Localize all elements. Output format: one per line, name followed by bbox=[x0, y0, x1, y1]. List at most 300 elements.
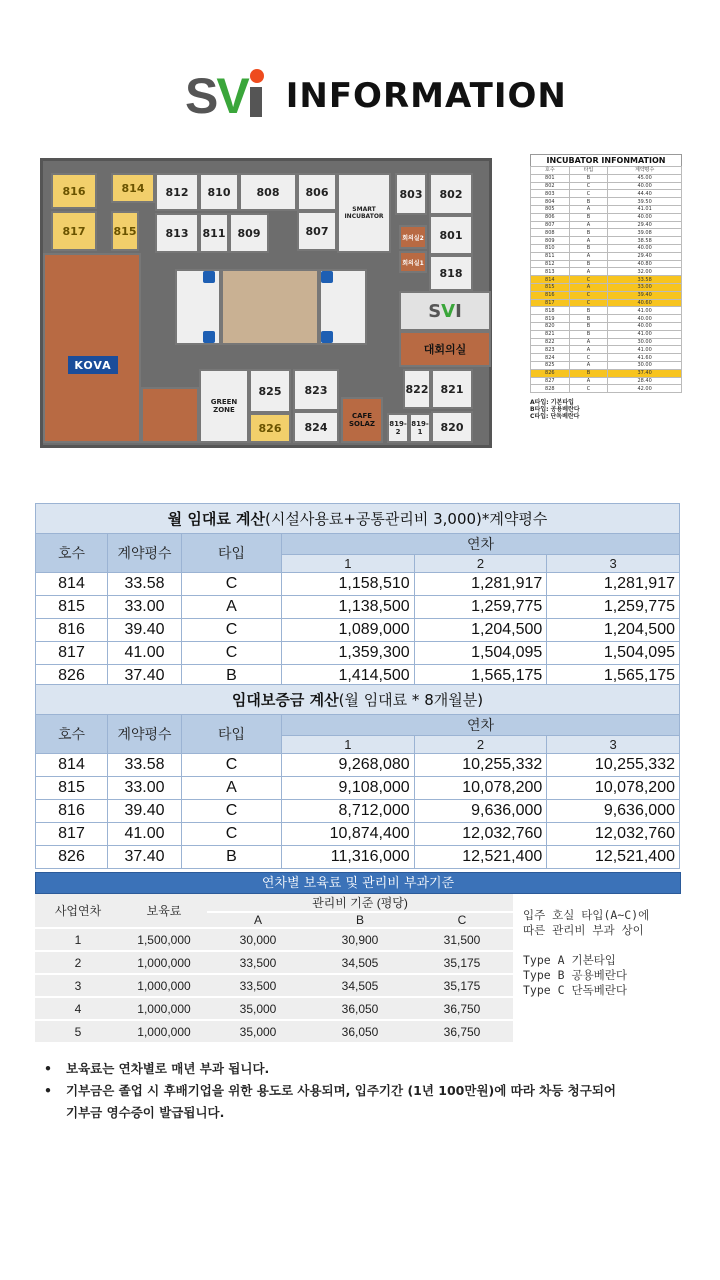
deposit-cell: 39.40 bbox=[108, 800, 182, 823]
fee-cell: 35,175 bbox=[411, 974, 513, 997]
fee-cell: 36,050 bbox=[309, 1020, 411, 1043]
deposit-cell: C bbox=[182, 823, 282, 846]
incubator-col-type: 타입 bbox=[569, 167, 608, 175]
incubator-cell: 45.00 bbox=[608, 174, 682, 182]
incubator-cell: B bbox=[569, 260, 608, 268]
fee-cell: 36,750 bbox=[411, 1020, 513, 1043]
deposit-cell: 10,078,200 bbox=[414, 777, 547, 800]
notice-list bbox=[36, 1058, 696, 1124]
deposit-cell: C bbox=[182, 754, 282, 777]
fee-cell: 3 bbox=[35, 974, 121, 997]
room-819-1: 819-1 bbox=[409, 413, 431, 443]
rent-cell: 826 bbox=[36, 665, 108, 688]
incubator-cell: 814 bbox=[531, 276, 570, 284]
fee-table bbox=[35, 894, 513, 1044]
incubator-cell: 827 bbox=[531, 377, 570, 385]
deposit-cell: B bbox=[182, 846, 282, 869]
deposit-col-room: 호수 bbox=[36, 715, 108, 754]
incubator-cell: 40.00 bbox=[608, 244, 682, 252]
rent-cell: 1,158,510 bbox=[282, 573, 415, 596]
fee-cell: 1,000,000 bbox=[121, 1020, 207, 1043]
fee-cell: 30,900 bbox=[309, 928, 411, 951]
restroom-icon bbox=[203, 331, 215, 343]
room-811: 811 bbox=[199, 213, 229, 253]
fee-table-section bbox=[35, 872, 681, 1039]
room-small-meeting-2: 회의실2 bbox=[399, 225, 427, 249]
rent-cell: 1,089,000 bbox=[282, 619, 415, 642]
rent-row bbox=[36, 642, 680, 665]
deposit-year-3: 3 bbox=[547, 736, 680, 754]
notice-item: 기부금 영수증이 발급됩니다. bbox=[66, 1105, 225, 1120]
deposit-cell: 816 bbox=[36, 800, 108, 823]
fee-cell: 36,750 bbox=[411, 997, 513, 1020]
rent-year-3: 3 bbox=[547, 555, 680, 573]
fee-cell: 34,505 bbox=[309, 974, 411, 997]
incubator-row bbox=[531, 346, 682, 354]
fee-cell: 5 bbox=[35, 1020, 121, 1043]
fee-table-title: 연차별 보육료 및 관리비 부과기준 bbox=[35, 872, 681, 894]
rent-cell: A bbox=[182, 596, 282, 619]
room-small-meeting-1: 회의실1 bbox=[399, 251, 427, 273]
room-806: 806 bbox=[297, 173, 337, 211]
fee-type-notes bbox=[523, 908, 649, 998]
room-815: 815 bbox=[111, 211, 139, 251]
incubator-cell: 811 bbox=[531, 252, 570, 260]
deposit-table bbox=[35, 684, 680, 869]
fee-note-line: 따른 관리비 부과 상이 bbox=[523, 923, 644, 937]
fee-row bbox=[35, 974, 513, 997]
incubator-cell: 805 bbox=[531, 205, 570, 213]
incubator-cell: 40.60 bbox=[608, 299, 682, 307]
incubator-row bbox=[531, 205, 682, 213]
incubator-row bbox=[531, 174, 682, 182]
incubator-cell: 37.40 bbox=[608, 369, 682, 377]
rent-cell: C bbox=[182, 619, 282, 642]
incubator-cell: B bbox=[569, 330, 608, 338]
rent-cell: 1,504,095 bbox=[414, 642, 547, 665]
kova-logo: KOVA bbox=[68, 356, 118, 374]
deposit-cell: 10,255,332 bbox=[414, 754, 547, 777]
fee-row bbox=[35, 951, 513, 974]
deposit-cell: 10,874,400 bbox=[282, 823, 415, 846]
incubator-cell: 32.00 bbox=[608, 268, 682, 276]
room-824: 824 bbox=[293, 411, 339, 443]
incubator-cell: 807 bbox=[531, 221, 570, 229]
incubator-cell: 39.50 bbox=[608, 198, 682, 206]
rent-cell: C bbox=[182, 642, 282, 665]
incubator-cell: 29.40 bbox=[608, 252, 682, 260]
incubator-cell: 38.58 bbox=[608, 237, 682, 245]
deposit-cell: 12,032,760 bbox=[547, 823, 680, 846]
incubator-cell: 33.00 bbox=[608, 283, 682, 291]
fee-row bbox=[35, 997, 513, 1020]
incubator-cell: 803 bbox=[531, 190, 570, 198]
fee-cell: 35,175 bbox=[411, 951, 513, 974]
deposit-col-type: 타입 bbox=[182, 715, 282, 754]
cafe-solaz: CAFE SOLAZ bbox=[341, 397, 383, 443]
rent-col-year: 연차 bbox=[282, 534, 680, 555]
incubator-cell: 820 bbox=[531, 322, 570, 330]
rent-cell: 1,565,175 bbox=[414, 665, 547, 688]
deposit-cell: 12,032,760 bbox=[414, 823, 547, 846]
deposit-cell: 12,521,400 bbox=[547, 846, 680, 869]
rent-cell: 1,565,175 bbox=[547, 665, 680, 688]
deposit-cell: 815 bbox=[36, 777, 108, 800]
incubator-col-area: 계약평수 bbox=[608, 167, 682, 175]
deposit-cell: 10,078,200 bbox=[547, 777, 680, 800]
incubator-row bbox=[531, 182, 682, 190]
incubator-row bbox=[531, 213, 682, 221]
room-807: 807 bbox=[297, 211, 337, 251]
incubator-title: INCUBATOR INFONMATION bbox=[530, 154, 682, 166]
room-822: 822 bbox=[403, 369, 431, 409]
incubator-row bbox=[531, 315, 682, 323]
fee-cell: 35,000 bbox=[207, 1020, 309, 1043]
incubator-row bbox=[531, 322, 682, 330]
rent-cell: 816 bbox=[36, 619, 108, 642]
room-green-zone: GREEN ZONE bbox=[199, 369, 249, 443]
incubator-cell: B bbox=[569, 244, 608, 252]
incubator-cell: 809 bbox=[531, 237, 570, 245]
room-814: 814 bbox=[111, 173, 155, 203]
deposit-cell: 12,521,400 bbox=[414, 846, 547, 869]
deposit-cell: 33.58 bbox=[108, 754, 182, 777]
incubator-cell: 824 bbox=[531, 354, 570, 362]
fee-cell: 1,500,000 bbox=[121, 928, 207, 951]
room-808: 808 bbox=[239, 173, 297, 211]
room-803: 803 bbox=[395, 173, 427, 215]
deposit-cell: 9,108,000 bbox=[282, 777, 415, 800]
deposit-cell: 33.00 bbox=[108, 777, 182, 800]
incubator-cell: B bbox=[569, 369, 608, 377]
incubator-cell: B bbox=[569, 322, 608, 330]
note-type-a: A타입: 기본타입 bbox=[530, 399, 574, 407]
incubator-row bbox=[531, 377, 682, 385]
room-826: 826 bbox=[249, 413, 291, 443]
incubator-cell: 802 bbox=[531, 182, 570, 190]
incubator-row bbox=[531, 252, 682, 260]
deposit-title: 임대보증금 계산(월 임대료 * 8개월분) bbox=[36, 685, 680, 715]
rent-cell: B bbox=[182, 665, 282, 688]
restroom-icon bbox=[321, 331, 333, 343]
rent-cell: 33.00 bbox=[108, 596, 182, 619]
svi-logo: S V bbox=[185, 67, 262, 125]
incubator-row bbox=[531, 307, 682, 315]
fee-cell: 1,000,000 bbox=[121, 951, 207, 974]
incubator-cell: A bbox=[569, 346, 608, 354]
incubator-cell: C bbox=[569, 354, 608, 362]
incubator-row bbox=[531, 276, 682, 284]
deposit-year-1: 1 bbox=[282, 736, 415, 754]
rent-cell: 817 bbox=[36, 642, 108, 665]
rent-col-type: 타입 bbox=[182, 534, 282, 573]
incubator-cell: A bbox=[569, 283, 608, 291]
incubator-row bbox=[531, 283, 682, 291]
rent-row bbox=[36, 619, 680, 642]
rent-col-area: 계약평수 bbox=[108, 534, 182, 573]
room-smart: SMART INCUBATOR bbox=[337, 173, 391, 253]
incubator-row bbox=[531, 244, 682, 252]
deposit-cell: 10,255,332 bbox=[547, 754, 680, 777]
fee-note-line: Type C 단독베란다 bbox=[523, 983, 628, 997]
rent-cell: 1,138,500 bbox=[282, 596, 415, 619]
rent-cell: 1,204,500 bbox=[414, 619, 547, 642]
room-823: 823 bbox=[293, 369, 339, 411]
incubator-col-room: 호수 bbox=[531, 167, 570, 175]
incubator-cell: 826 bbox=[531, 369, 570, 377]
incubator-row bbox=[531, 268, 682, 276]
incubator-cell: 28.40 bbox=[608, 377, 682, 385]
room-810: 810 bbox=[199, 173, 239, 211]
fee-cell: 2 bbox=[35, 951, 121, 974]
deposit-row bbox=[36, 800, 680, 823]
rent-cell: 1,414,500 bbox=[282, 665, 415, 688]
deposit-cell: 9,268,080 bbox=[282, 754, 415, 777]
incubator-cell: 815 bbox=[531, 283, 570, 291]
incubator-cell: C bbox=[569, 385, 608, 393]
kova-area bbox=[43, 253, 141, 443]
svi-lounge bbox=[399, 291, 491, 331]
fee-cell: 34,505 bbox=[309, 951, 411, 974]
fee-cell: 30,000 bbox=[207, 928, 309, 951]
incubator-cell: A bbox=[569, 221, 608, 229]
deposit-cell: 11,316,000 bbox=[282, 846, 415, 869]
deposit-cell: 9,636,000 bbox=[547, 800, 680, 823]
page-header bbox=[185, 66, 567, 126]
incubator-cell: C bbox=[569, 190, 608, 198]
floor-plan bbox=[40, 158, 492, 448]
restroom-icon bbox=[203, 271, 215, 283]
incubator-row bbox=[531, 190, 682, 198]
fee-cell: 33,500 bbox=[207, 951, 309, 974]
rent-title: 월 임대료 계산(시설사용료+공통관리비 3,000)*계약평수 bbox=[36, 504, 680, 534]
rent-cell: 1,204,500 bbox=[547, 619, 680, 642]
incubator-cell: 40.00 bbox=[608, 182, 682, 190]
room-819-2: 819-2 bbox=[387, 413, 409, 443]
deposit-row bbox=[36, 754, 680, 777]
incubator-cell: B bbox=[569, 229, 608, 237]
fee-type-b: B bbox=[309, 912, 411, 928]
room-809: 809 bbox=[229, 213, 269, 253]
incubator-row bbox=[531, 385, 682, 393]
rent-cell: 37.40 bbox=[108, 665, 182, 688]
incubator-row bbox=[531, 198, 682, 206]
incubator-cell: A bbox=[569, 237, 608, 245]
rent-cell: 815 bbox=[36, 596, 108, 619]
svi-logo-small: SVI bbox=[428, 300, 462, 322]
incubator-cell: 41.00 bbox=[608, 307, 682, 315]
fee-cell: 4 bbox=[35, 997, 121, 1020]
deposit-cell: 826 bbox=[36, 846, 108, 869]
rent-year-2: 2 bbox=[414, 555, 547, 573]
incubator-cell: 823 bbox=[531, 346, 570, 354]
page-title: INFORMATION bbox=[285, 76, 567, 116]
restroom-icon bbox=[321, 271, 333, 283]
deposit-cell: A bbox=[182, 777, 282, 800]
incubator-info-table bbox=[530, 154, 682, 420]
rent-row bbox=[36, 573, 680, 596]
incubator-cell: C bbox=[569, 276, 608, 284]
incubator-cell: 42.00 bbox=[608, 385, 682, 393]
incubator-cell: 41.00 bbox=[608, 346, 682, 354]
deposit-year-2: 2 bbox=[414, 736, 547, 754]
rent-cell: 1,504,095 bbox=[547, 642, 680, 665]
fee-col-year: 사업연차 bbox=[35, 894, 121, 928]
fee-cell: 31,500 bbox=[411, 928, 513, 951]
fee-cell: 1 bbox=[35, 928, 121, 951]
incubator-cell: 29.40 bbox=[608, 221, 682, 229]
incubator-cell: 44.40 bbox=[608, 190, 682, 198]
incubator-cell: 810 bbox=[531, 244, 570, 252]
fee-col-fee: 보육료 bbox=[121, 894, 207, 928]
incubator-cell: 41.60 bbox=[608, 354, 682, 362]
rent-cell: 39.40 bbox=[108, 619, 182, 642]
room-825: 825 bbox=[249, 369, 291, 413]
room-818: 818 bbox=[429, 255, 473, 291]
note-type-b: B타입: 공용베란다 bbox=[530, 406, 580, 414]
incubator-cell: A bbox=[569, 205, 608, 213]
incubator-cell: A bbox=[569, 377, 608, 385]
deposit-row bbox=[36, 777, 680, 800]
incubator-type-notes bbox=[530, 399, 682, 420]
fee-cell: 35,000 bbox=[207, 997, 309, 1020]
room-821: 821 bbox=[431, 369, 473, 409]
fee-row bbox=[35, 928, 513, 951]
incubator-cell: 40.80 bbox=[608, 260, 682, 268]
incubator-cell: 30.00 bbox=[608, 338, 682, 346]
rent-cell: 33.58 bbox=[108, 573, 182, 596]
rent-cell: 814 bbox=[36, 573, 108, 596]
fee-col-mgmt: 관리비 기준 (평당) bbox=[207, 894, 513, 912]
deposit-cell: 9,636,000 bbox=[414, 800, 547, 823]
notice-item: • 보육료는 연차별로 매년 부과 됩니다. bbox=[36, 1058, 696, 1080]
incubator-row bbox=[531, 330, 682, 338]
deposit-col-area: 계약평수 bbox=[108, 715, 182, 754]
fee-cell: 33,500 bbox=[207, 974, 309, 997]
incubator-row bbox=[531, 291, 682, 299]
deposit-cell: 41.00 bbox=[108, 823, 182, 846]
incubator-cell: B bbox=[569, 307, 608, 315]
incubator-cell: 813 bbox=[531, 268, 570, 276]
incubator-cell: 819 bbox=[531, 315, 570, 323]
incubator-cell: 41.01 bbox=[608, 205, 682, 213]
incubator-cell: 30.00 bbox=[608, 361, 682, 369]
rent-cell: 1,259,775 bbox=[547, 596, 680, 619]
incubator-cell: 33.58 bbox=[608, 276, 682, 284]
rent-cell: 1,359,300 bbox=[282, 642, 415, 665]
incubator-cell: 41.00 bbox=[608, 330, 682, 338]
incubator-row bbox=[531, 229, 682, 237]
kova-area-lower bbox=[141, 387, 199, 443]
note-type-c: C타입: 단독베란다 bbox=[530, 413, 580, 421]
incubator-cell: A bbox=[569, 268, 608, 276]
incubator-cell: 821 bbox=[531, 330, 570, 338]
rent-cell: 1,281,917 bbox=[547, 573, 680, 596]
incubator-cell: 40.00 bbox=[608, 213, 682, 221]
deposit-cell: 814 bbox=[36, 754, 108, 777]
room-813: 813 bbox=[155, 213, 199, 253]
incubator-cell: 828 bbox=[531, 385, 570, 393]
incubator-cell: B bbox=[569, 198, 608, 206]
fee-note-line: Type B 공용베란다 bbox=[523, 968, 628, 982]
deposit-row bbox=[36, 823, 680, 846]
incubator-cell: 801 bbox=[531, 174, 570, 182]
room-801: 801 bbox=[429, 215, 473, 255]
room-817: 817 bbox=[51, 211, 97, 251]
deposit-cell: 8,712,000 bbox=[282, 800, 415, 823]
rent-cell: 1,281,917 bbox=[414, 573, 547, 596]
fee-cell: 36,050 bbox=[309, 997, 411, 1020]
incubator-row bbox=[531, 361, 682, 369]
deposit-col-year: 연차 bbox=[282, 715, 680, 736]
fee-cell: 1,000,000 bbox=[121, 997, 207, 1020]
incubator-cell: A bbox=[569, 252, 608, 260]
core-center bbox=[221, 269, 319, 345]
incubator-cell: B bbox=[569, 174, 608, 182]
incubator-row bbox=[531, 237, 682, 245]
incubator-cell: 825 bbox=[531, 361, 570, 369]
incubator-row bbox=[531, 354, 682, 362]
incubator-cell: B bbox=[569, 315, 608, 323]
deposit-cell: 817 bbox=[36, 823, 108, 846]
incubator-cell: A bbox=[569, 361, 608, 369]
rent-cell: 1,259,775 bbox=[414, 596, 547, 619]
fee-note-line: Type A 기본타입 bbox=[523, 953, 616, 967]
rent-cell: C bbox=[182, 573, 282, 596]
incubator-cell: C bbox=[569, 291, 608, 299]
incubator-cell: 804 bbox=[531, 198, 570, 206]
notice-item: • 기부금은 졸업 시 후배기업을 위한 용도로 사용되며, 입주기간 (1년 100만원)에 따라 차등 청구되어 bbox=[36, 1080, 696, 1102]
fee-note-line: 입주 호실 타입(A~C)에 bbox=[523, 908, 650, 922]
rent-col-room: 호수 bbox=[36, 534, 108, 573]
incubator-cell: 39.40 bbox=[608, 291, 682, 299]
incubator-row bbox=[531, 369, 682, 377]
fee-type-a: A bbox=[207, 912, 309, 928]
incubator-cell: 822 bbox=[531, 338, 570, 346]
incubator-row bbox=[531, 260, 682, 268]
incubator-cell: 806 bbox=[531, 213, 570, 221]
incubator-row bbox=[531, 299, 682, 307]
incubator-cell: A bbox=[569, 338, 608, 346]
incubator-cell: 817 bbox=[531, 299, 570, 307]
fee-row bbox=[35, 1020, 513, 1043]
incubator-cell: C bbox=[569, 299, 608, 307]
room-802: 802 bbox=[429, 173, 473, 215]
incubator-cell: 816 bbox=[531, 291, 570, 299]
room-812: 812 bbox=[155, 173, 199, 211]
incubator-cell: 812 bbox=[531, 260, 570, 268]
incubator-cell: 40.00 bbox=[608, 315, 682, 323]
rent-row bbox=[36, 596, 680, 619]
incubator-row bbox=[531, 338, 682, 346]
rent-cell: 41.00 bbox=[108, 642, 182, 665]
deposit-cell: C bbox=[182, 800, 282, 823]
room-816: 816 bbox=[51, 173, 97, 209]
room-main-meeting: 대회의실 bbox=[399, 331, 491, 367]
rent-year-1: 1 bbox=[282, 555, 415, 573]
room-820: 820 bbox=[431, 411, 473, 443]
fee-type-c: C bbox=[411, 912, 513, 928]
fee-cell: 1,000,000 bbox=[121, 974, 207, 997]
incubator-cell: 40.00 bbox=[608, 322, 682, 330]
rent-table bbox=[35, 503, 680, 688]
deposit-cell: 37.40 bbox=[108, 846, 182, 869]
incubator-row bbox=[531, 221, 682, 229]
deposit-row bbox=[36, 846, 680, 869]
incubator-cell: C bbox=[569, 182, 608, 190]
incubator-cell: 39.08 bbox=[608, 229, 682, 237]
incubator-cell: B bbox=[569, 213, 608, 221]
